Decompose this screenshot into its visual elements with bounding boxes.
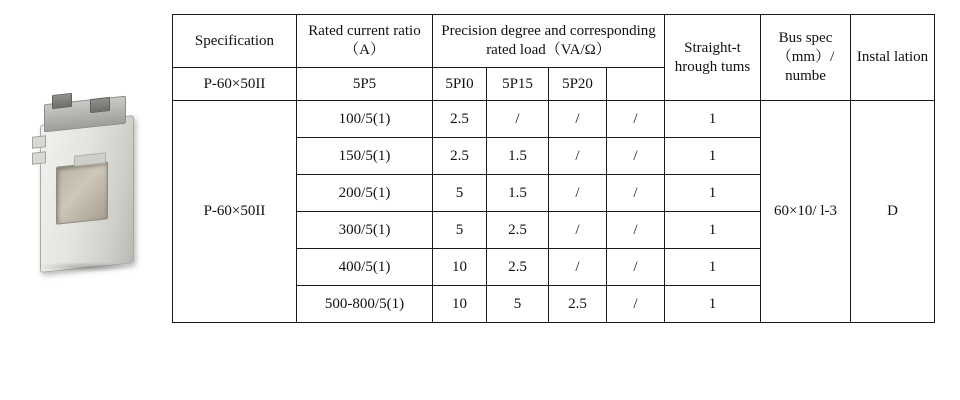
bus-bar-window xyxy=(56,161,108,224)
cell-ratio: 150/5(1) xyxy=(297,138,433,175)
header-class-5pi0: 5PI0 xyxy=(433,68,487,101)
cell-5p5: 5 xyxy=(433,212,487,249)
cell-ratio: 100/5(1) xyxy=(297,101,433,138)
specification-table-container xyxy=(172,14,934,323)
cell-5p20: / xyxy=(607,286,665,323)
cell-5p20: / xyxy=(607,138,665,175)
cell-5p5: 5 xyxy=(433,175,487,212)
cell-5p5: 2.5 xyxy=(433,101,487,138)
header-rated-current-ratio: Rated current ratio（A） xyxy=(297,15,433,68)
terminal-screw-2 xyxy=(90,97,110,113)
cell-ratio: 500-800/5(1) xyxy=(297,286,433,323)
cell-5pi0: / xyxy=(487,101,549,138)
terminal-screw-1 xyxy=(52,93,72,109)
header-specification: Specification xyxy=(173,15,297,68)
cell-5pi0: 2.5 xyxy=(487,249,549,286)
cell-5p15: / xyxy=(549,101,607,138)
cell-5pi0: 1.5 xyxy=(487,138,549,175)
cell-installation-value: D xyxy=(851,101,935,323)
cell-5pi0: 2.5 xyxy=(487,212,549,249)
cell-5p15: / xyxy=(549,175,607,212)
cell-5p5: 2.5 xyxy=(433,138,487,175)
cell-bus-spec-value: 60×10/ l-3 xyxy=(761,101,851,323)
header-straight-through-turns: Straight-t hrough tums xyxy=(665,15,761,101)
cell-5p15: 2.5 xyxy=(549,286,607,323)
cell-turns: 1 xyxy=(665,175,761,212)
cell-5p20: / xyxy=(607,175,665,212)
header-bus-spec: Bus spec（mm）/ numbe xyxy=(761,15,851,101)
header-row-1 xyxy=(173,15,935,68)
header-precision-group: Precision degree and corresponding rated load（VA/Ω） xyxy=(433,15,665,68)
cell-5p20: / xyxy=(607,249,665,286)
header-class-5p20: 5P20 xyxy=(549,68,607,101)
cell-5p5: 10 xyxy=(433,249,487,286)
cell-specification-value: P-60×50II xyxy=(173,68,297,101)
table-head xyxy=(173,15,935,101)
cell-turns: 1 xyxy=(665,101,761,138)
cell-5p5: 10 xyxy=(433,286,487,323)
cell-5p15: / xyxy=(549,212,607,249)
cell-turns: 1 xyxy=(665,212,761,249)
drop-shadow xyxy=(38,262,134,272)
current-transformer-illustration xyxy=(30,92,140,272)
cell-5p15: / xyxy=(549,249,607,286)
table-body xyxy=(173,101,935,323)
header-class-5p15: 5P15 xyxy=(487,68,549,101)
cell-5p20: / xyxy=(607,212,665,249)
cell-turns: 1 xyxy=(665,249,761,286)
cell-specification-name: P-60×50II xyxy=(173,101,297,323)
cell-turns: 1 xyxy=(665,286,761,323)
cell-turns: 1 xyxy=(665,138,761,175)
header-class-5p5: 5P5 xyxy=(297,68,433,101)
product-photo xyxy=(0,0,172,400)
mounting-lug-2 xyxy=(32,151,46,164)
table-row xyxy=(173,101,935,138)
cell-ratio: 300/5(1) xyxy=(297,212,433,249)
specification-table xyxy=(172,14,935,323)
cell-5pi0: 1.5 xyxy=(487,175,549,212)
cell-ratio: 400/5(1) xyxy=(297,249,433,286)
cell-5p20: / xyxy=(607,101,665,138)
cell-ratio: 200/5(1) xyxy=(297,175,433,212)
cell-5pi0: 5 xyxy=(487,286,549,323)
header-installation: Instal lation xyxy=(851,15,935,101)
cell-5p15: / xyxy=(549,138,607,175)
mounting-lug-1 xyxy=(32,135,46,148)
